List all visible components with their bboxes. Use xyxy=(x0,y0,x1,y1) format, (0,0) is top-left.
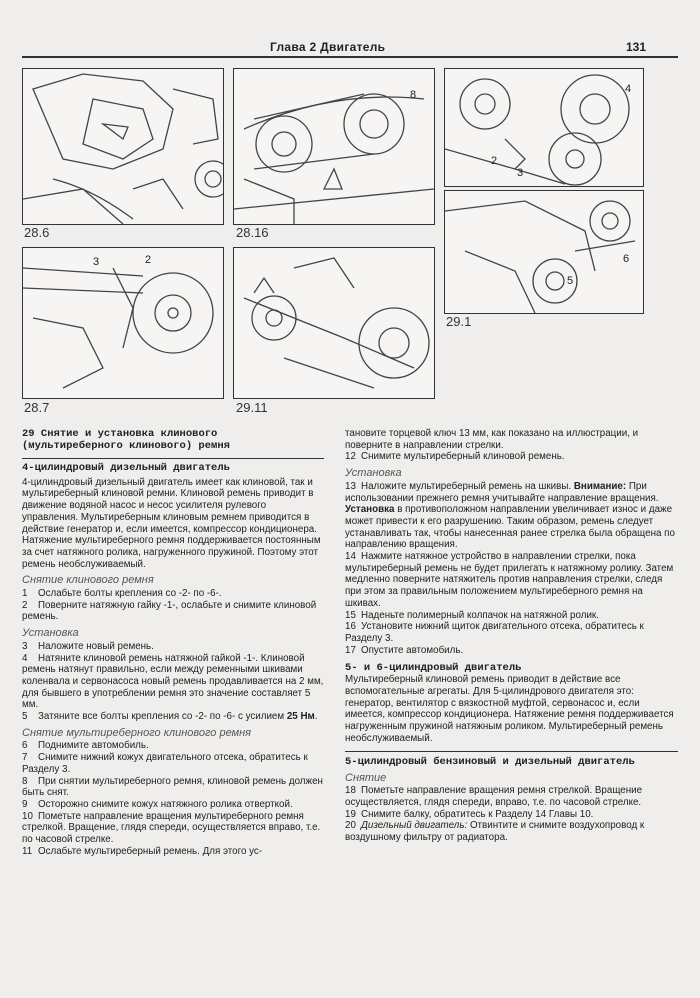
step-13: 13 Наложите мультиреберный ремень на шкивы. Внимание: При использовании прежнего ремня учитывайте направление вращения. Установка в противоположном направлении увеличивает износ и даже может привести к его разрушению. Таким образом, ремень следует устанавливать так, чтобы нанесенная ранее стрелка была обращена по направлению вращения. xyxy=(345,480,675,551)
page-number: 131 xyxy=(626,40,647,54)
belt-drive-illustration xyxy=(234,69,434,224)
continued-step-11: тановите торцевой ключ 13 мм, как показано на иллюстрации, и поверните в направлении стрелки. xyxy=(345,428,639,451)
pulley-illustration xyxy=(445,69,643,186)
step-10: 10 Пометьте направление вращения мультиреберного ремня стрелкой. Вращение, глядя спереди, осуществляется вправо, т.е. по часовой стрелке. xyxy=(22,810,321,846)
intro-paragraph: 4-цилиндровый дизельный двигатель имеет как клиновой, так и мультиреберный клиновой ремни. Клиновой ремень приводит в движение водяной насос и несос усилителя рулевого управления. Мультиреберным клиновым ремнем приводится в действие генератор и, если имеется, компрессор кондиционера. Натяжение мультиреберного ремня поддерживается постоянным за счет натяжного ролика, нагруженного пружиной. Поэтому этот ремень необслуживаемый. xyxy=(22,476,321,570)
section-heading xyxy=(22,428,324,452)
step-6: 6 Поднимите автомобиль. xyxy=(22,740,149,752)
figure-28-7 xyxy=(22,247,224,399)
step-3: 3 Наложите новый ремень. xyxy=(22,640,154,652)
step-11: 11 Ослабьте мультиреберный ремень. Для этого ус- xyxy=(22,845,263,857)
step-1: 1 Ослабьте болты крепления со -2- по -6-. xyxy=(22,588,222,600)
figure-29-11-caption: 29.11 xyxy=(236,400,268,415)
step-17: 17 Опустите автомобиль. xyxy=(345,644,464,656)
right-column xyxy=(345,428,678,844)
figure-29-11 xyxy=(233,247,435,399)
subheading-remove-v-belt: Снятие клинового ремня xyxy=(22,574,154,587)
callout-label: 2 xyxy=(491,155,498,167)
figure-29-1-caption: 29.1 xyxy=(446,314,472,329)
callout-label: 6 xyxy=(623,253,630,265)
step-4: 4 Натяните клиновой ремень натяжной гайкой -1-. Клиновой ремень натянут правильно, если между ременными шкивами коленвала и сервонасоса новый ремень продавливается на 2 мм, для бывшего в употреблении ремня это значение составляет 5 мм. xyxy=(22,652,324,711)
step-14: 14 Нажмите натяжное устройство в направлении стрелки, пока мультиреберный ремень не будет прилегать к натяжному ролику. Затем медленно поверните натяжитель против направления стрелки, следя при этом за правильным положением мультиреберного ремня на шкивах. xyxy=(345,551,674,609)
subsection-heading: 4-цилиндровый дизельный двигатель xyxy=(22,458,324,475)
subsection-5-6-cyl: 5- и 6-цилиндровый двигатель xyxy=(345,662,522,675)
step-16: 16 Установите нижний щиток двигательного отсека, обратитесь к Разделу 3. xyxy=(345,621,644,644)
figure-28-16-caption: 28.16 xyxy=(236,225,269,240)
callout-label: 2 xyxy=(145,254,152,266)
callout-label: 8 xyxy=(410,89,417,101)
step-12: 12 Снимите мультиреберный клиновой ремень. xyxy=(345,451,565,463)
step-15: 15 Наденьте полимерный колпачок на натяжной ролик. xyxy=(345,609,599,621)
section-number: 29 xyxy=(22,428,35,440)
step-18: 18 Пометьте направление вращения ремня стрелкой. Вращение осуществляется, глядя спереди, вправо, т.е. по часовой стрелке. xyxy=(345,785,643,808)
step-5: 5 Затяните все болты крепления со -2- по -6- с усилием 25 Нм. xyxy=(22,711,318,723)
chapter-title: Глава 2 Двигатель xyxy=(270,40,386,54)
step-9: 9 Осторожно снимите кожух натяжного ролика отверткой. xyxy=(22,798,293,810)
subheading-install-2: Установка xyxy=(345,467,402,480)
figure-28-6-caption: 28.6 xyxy=(24,225,50,240)
engine-illustration xyxy=(23,69,223,224)
step-8: 8 При снятии мультиреберного ремня, клиновой ремень должен быть снят. xyxy=(22,775,323,799)
figure-28-16 xyxy=(233,68,435,225)
header-divider xyxy=(22,56,678,58)
subheading-install: Установка xyxy=(22,627,79,640)
section-title: Снятие и установка клинового (мультиреберного клинового) ремня xyxy=(22,428,230,452)
subheading-remove-multi-rib: Снятие мультиреберного клинового ремня xyxy=(22,726,252,739)
tensioner-illustration xyxy=(234,248,434,398)
callout-label: 3 xyxy=(517,167,524,179)
figure-28-6 xyxy=(22,68,224,225)
callout-label: 3 xyxy=(93,256,100,268)
divider xyxy=(345,751,678,752)
figure-pulleys xyxy=(444,68,644,187)
figure-29-1 xyxy=(444,190,644,314)
multi-rib-belt-illustration xyxy=(445,191,643,313)
step-20: 20 Дизельный двигатель: Отвинтите и снимите воздухопровод к воздушному фильтру от радиатора. xyxy=(345,820,645,844)
step-19: 19 Снимите балку, обратитесь к Разделу 14 Главы 10. xyxy=(345,808,594,820)
figure-28-7-caption: 28.7 xyxy=(24,400,50,415)
v-belt-illustration xyxy=(23,248,223,398)
callout-label: 4 xyxy=(625,83,632,95)
subheading-remove-2: Снятие xyxy=(345,771,387,784)
paragraph-5-6-cyl: Мультиреберный клиновой ремень приводит в действие все вспомогательные агрегаты. Для 5-цилиндрового двигателя это: генератор, вентилятор с вязкостной муфтой, сервонасос и, если имеется, компрессор кондиционера. Натяжение ремня поддерживается нагруженным пружиной натяжным роликом. Мультиреберный ремень необслуживаемый. xyxy=(345,674,674,744)
step-7: 7 Снимите нижний кожух двигательного отсека, обратитесь к Разделу 3. xyxy=(22,752,308,775)
subsection-5-cyl-petrol-diesel: 5-цилиндровый бензиновый и дизельный двигатель xyxy=(345,755,635,768)
step-2: 2 Поверните натяжную гайку -1-, ослабьте и снимите клиновой ремень. xyxy=(22,599,317,623)
callout-label: 5 xyxy=(567,275,574,287)
left-column xyxy=(22,428,324,858)
